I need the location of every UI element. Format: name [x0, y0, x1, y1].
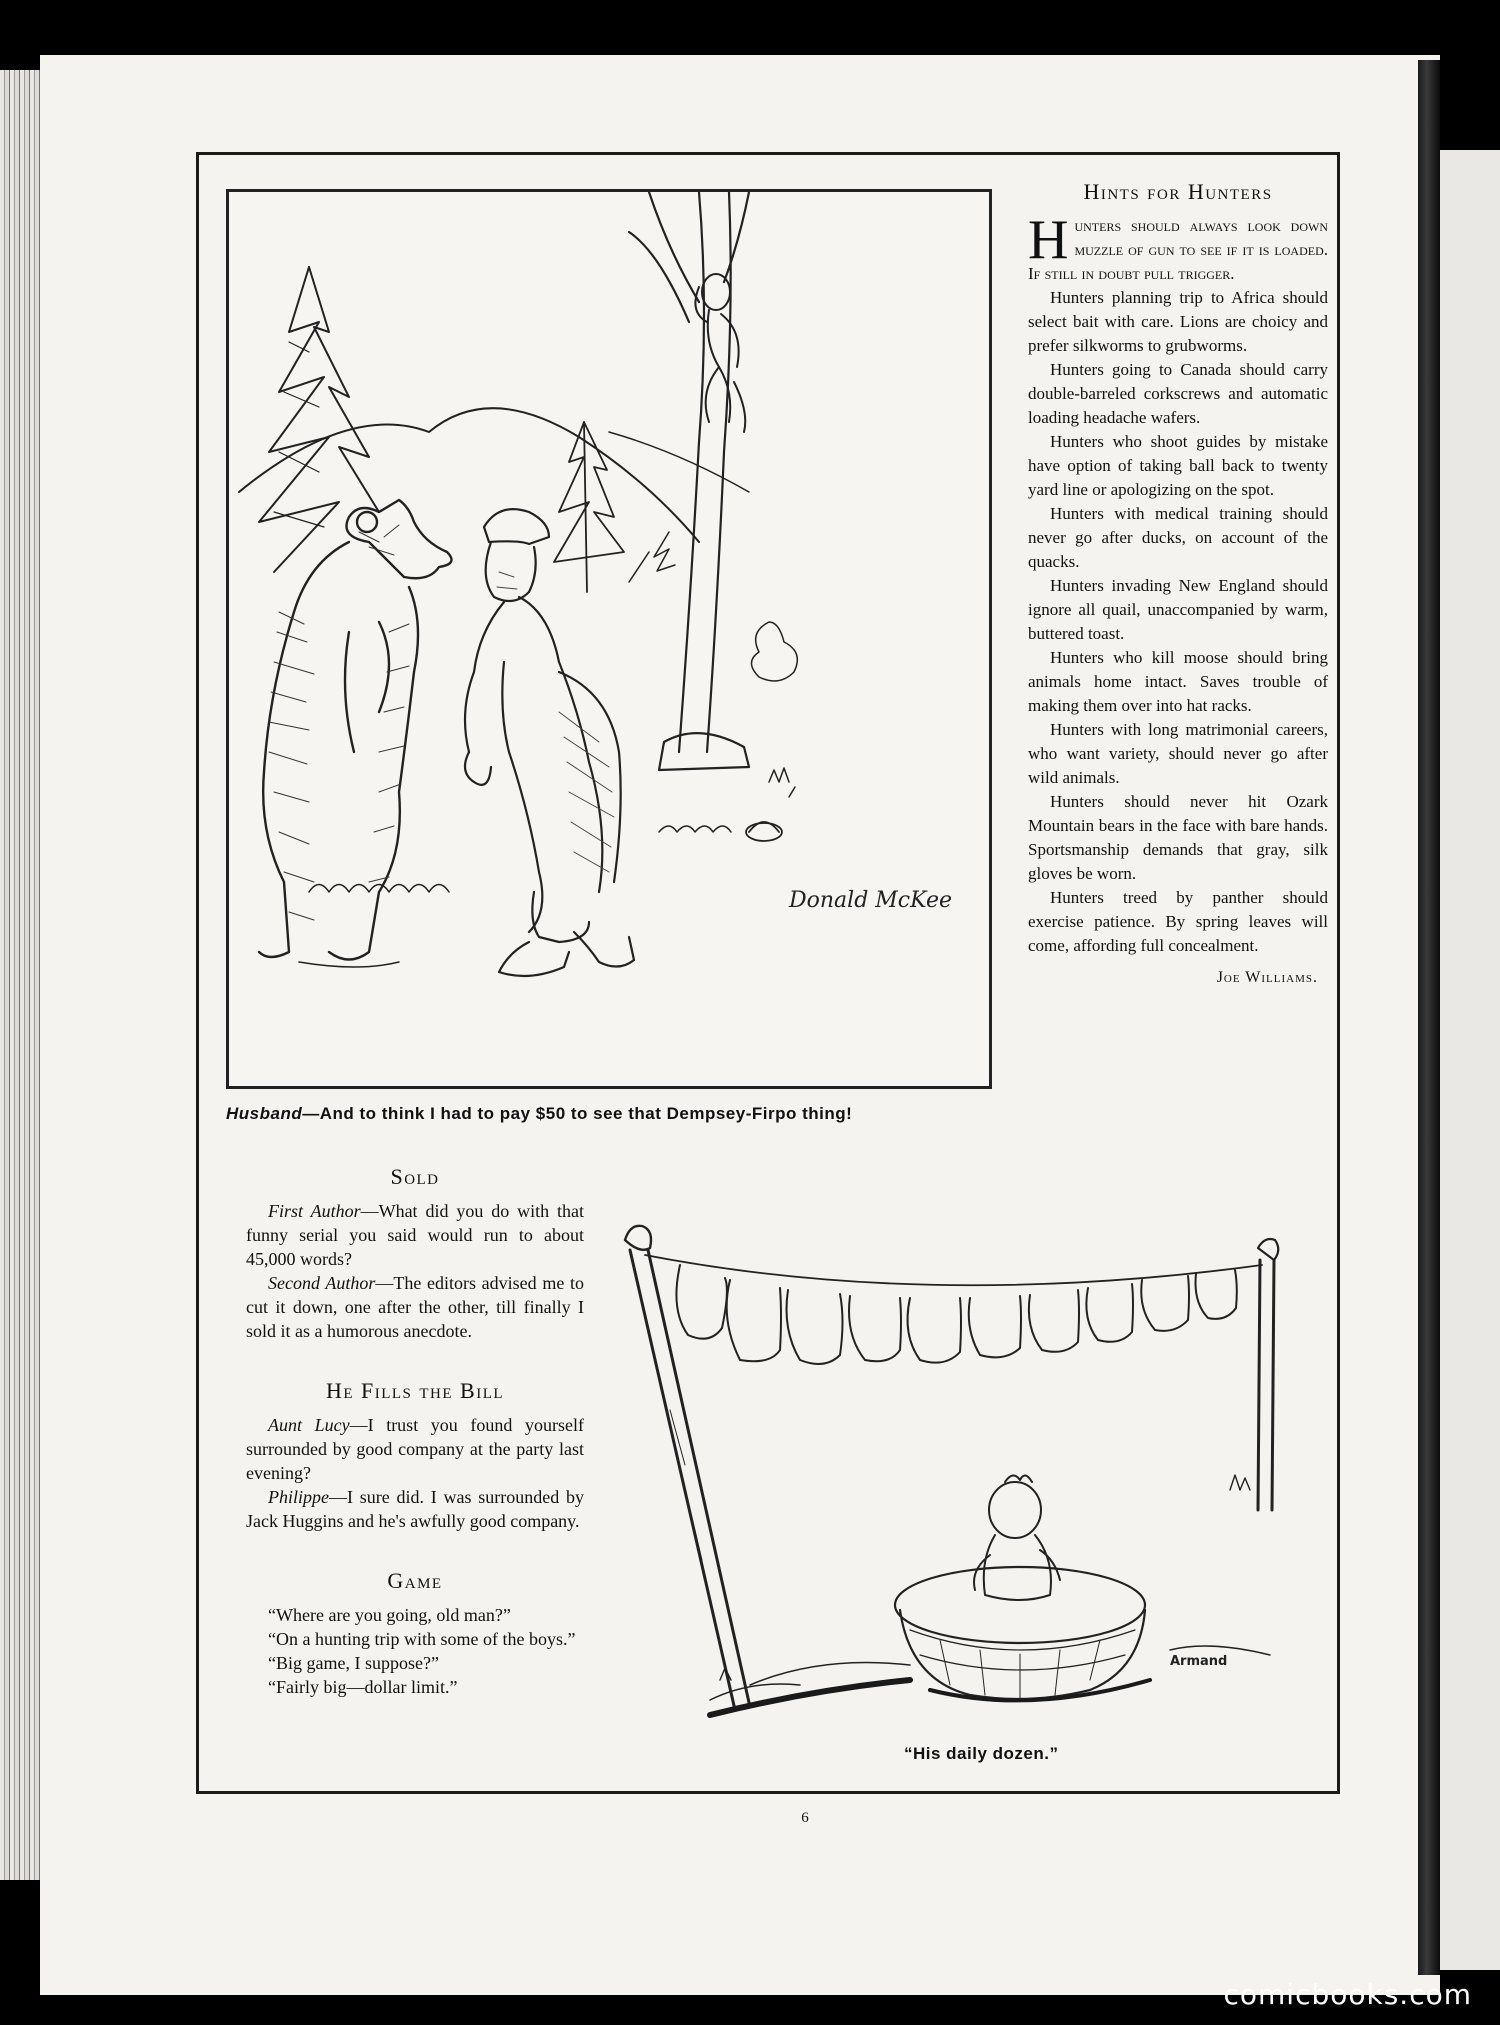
sold-speaker: First Author	[268, 1201, 361, 1221]
game-line: “On a hunting trip with some of the boys.”	[268, 1629, 576, 1649]
game-line: “Where are you going, old man?”	[268, 1605, 511, 1625]
game-line: “Fairly big—dollar limit.”	[268, 1677, 458, 1697]
caption-text: —And to think I had to pay $50 to see that Dempsey-Firpo thing!	[302, 1104, 853, 1123]
fills-line	[246, 1485, 584, 1533]
fills-line	[246, 1413, 584, 1485]
clothesline-cartoon-drawing	[610, 1210, 1328, 1750]
sold-text: —The editors advised me to cut it down, one after the other, till finally I sold it as a humorous anecdote.	[246, 1273, 585, 1341]
fills-speaker: Philippe	[268, 1487, 329, 1507]
page-number: 6	[801, 1810, 809, 1826]
hints-paragraph: Hunters treed by panther should exercise patience. By spring leaves will come, affording full concealment.	[1028, 888, 1328, 955]
hints-paragraph: Hunters planning trip to Africa should select bait with care. Lions are choicy and prefer silkworms to grubworms.	[1028, 288, 1328, 355]
hints-paragraph: Hunters should never hit Ozark Mountain bears in the face with bare hands. Sportsmanship demands that gray, silk gloves be worn.	[1028, 792, 1328, 883]
fills-text: —I sure did. I was surrounded by Jack Huggins and he's awfully good company.	[246, 1487, 584, 1531]
bear-cartoon	[226, 189, 992, 1089]
clothesline-caption: “His daily dozen.”	[904, 1744, 1059, 1763]
game-heading: Game	[387, 1568, 443, 1593]
hints-first-text: unters should always look down muzzle of gun to see if it is loaded. If still in doubt pull trigger.	[1028, 216, 1328, 283]
sold-heading: Sold	[390, 1164, 440, 1189]
book-gutter	[1418, 60, 1440, 1975]
game-line: “Big game, I suppose?”	[268, 1653, 439, 1673]
sold-line	[246, 1199, 584, 1271]
hints-paragraph: Hunters with medical training should never go after ducks, on account of the quacks.	[1028, 504, 1328, 571]
hints-paragraph: Hunters going to Canada should carry double-barreled corkscrews and automatic loading headache wafers.	[1028, 360, 1328, 427]
sold-speaker: Second Author	[268, 1273, 376, 1293]
drop-cap: H	[1028, 209, 1069, 271]
hints-paragraph: Hunters invading New England should ignore all quail, unaccompanied by warm, buttered toast.	[1028, 576, 1328, 643]
clothesline-signature: Armand	[1170, 1654, 1228, 1669]
bear-cartoon-caption	[226, 1104, 852, 1124]
sold-text: —What did you do with that funny serial you said would run to about 45,000 words?	[246, 1201, 584, 1269]
jokes-column	[246, 1165, 584, 1699]
hints-byline: Joe Williams.	[1216, 969, 1318, 986]
hints-first-paragraph	[1028, 209, 1328, 286]
bear-cartoon-signature: Donald McKee	[789, 888, 953, 913]
hints-paragraph: Hunters who shoot guides by mistake have option of taking ball back to twenty yard line or apologizing on the spot.	[1028, 432, 1328, 499]
fills-text: —I trust you found yourself surrounded by good company at the party last evening?	[246, 1415, 584, 1483]
facing-page-edge	[1440, 150, 1500, 1970]
caption-speaker: Husband	[226, 1104, 303, 1123]
clothesline-cartoon	[610, 1210, 1328, 1750]
hints-for-hunters-article	[1028, 180, 1328, 990]
bear-cartoon-drawing	[229, 192, 989, 1086]
site-watermark: comicbooks.com	[1223, 1978, 1472, 2011]
fills-heading: He Fills the Bill	[325, 1378, 505, 1403]
hints-paragraph: Hunters with long matrimonial careers, who want variety, should never go after wild animals.	[1028, 720, 1328, 787]
hints-paragraph: Hunters who kill moose should bring animals home intact. Saves trouble of making them over into hat racks.	[1028, 648, 1328, 715]
fills-speaker: Aunt Lucy	[268, 1415, 350, 1435]
hints-heading: Hints for Hunters	[1083, 179, 1273, 204]
sold-line	[246, 1271, 584, 1343]
